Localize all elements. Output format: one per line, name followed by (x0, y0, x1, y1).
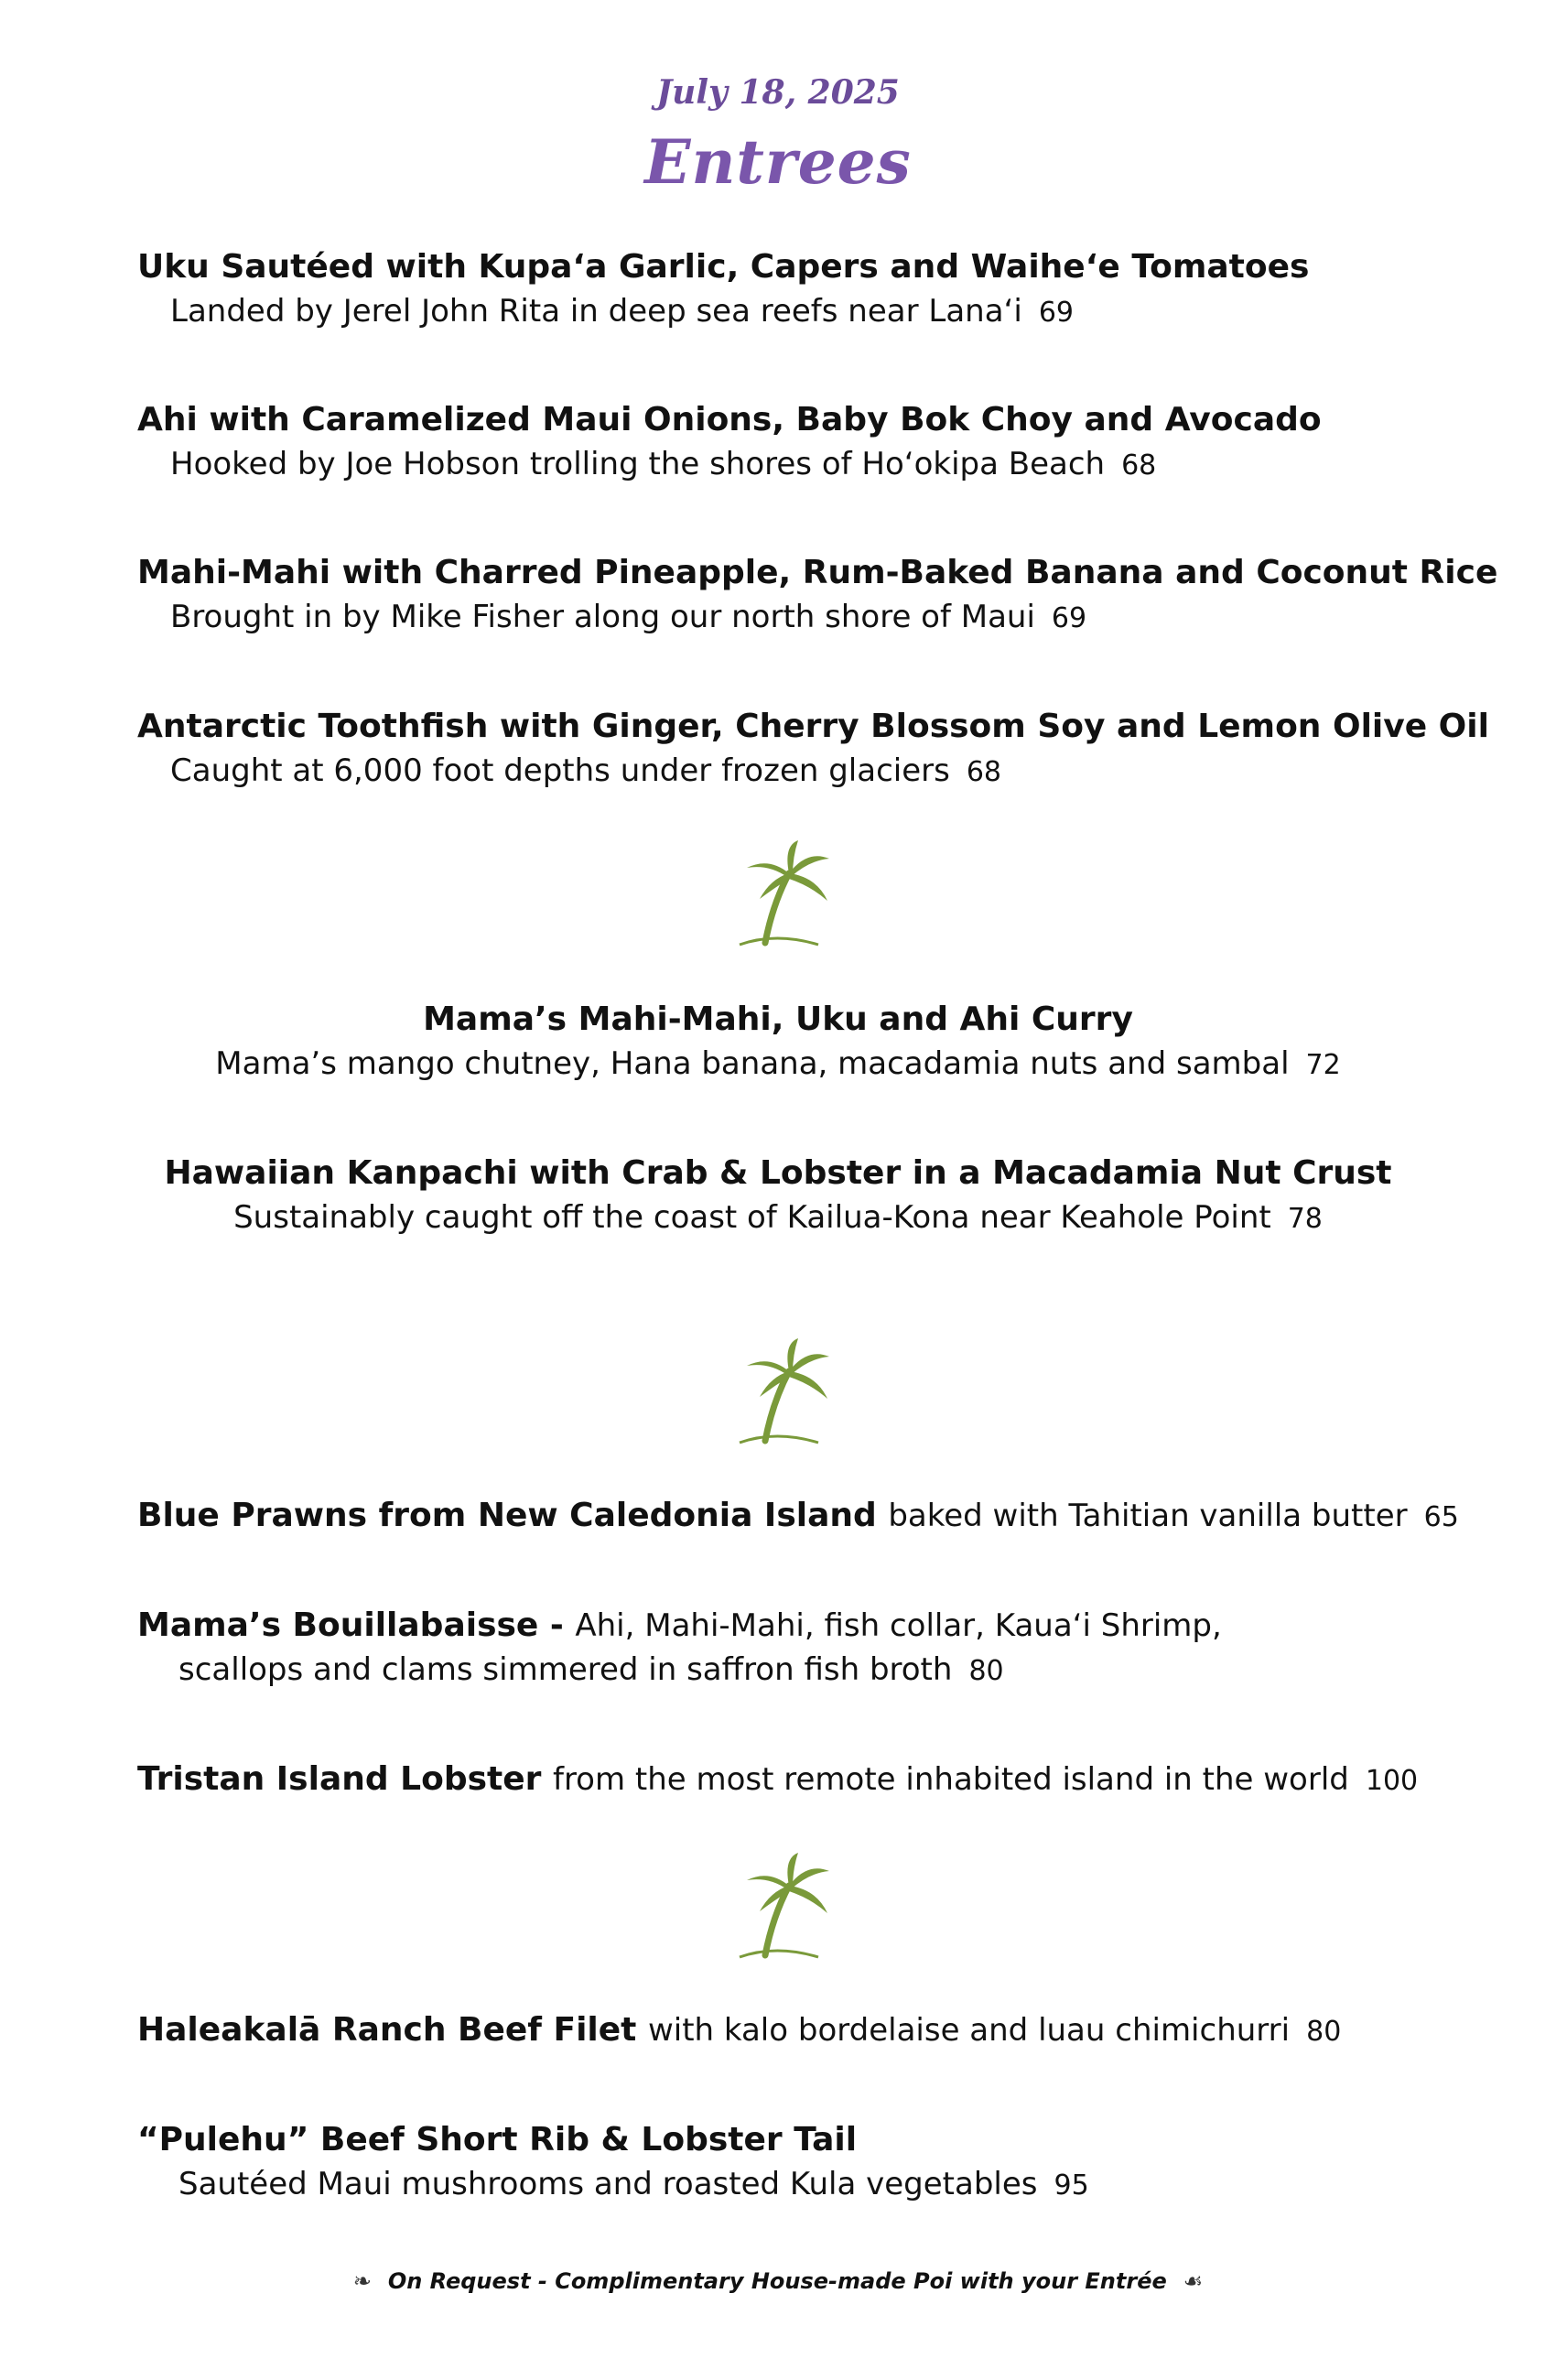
item-name-line: Tristan Island Lobster from the most remote inhabited island in the world 100 (137, 1760, 1419, 1798)
item-name: Ahi with Caramelized Maui Onions, Baby Bok Choy and Avocado (137, 401, 1322, 438)
menu-item (137, 2008, 1437, 2054)
item-price: 68 (966, 756, 1002, 788)
item-price: 72 (1305, 1049, 1341, 1081)
item-name-line: Blue Prawns from New Caledonia Island baked with Tahitian vanilla butter 65 (137, 1497, 1459, 1534)
item-name: “Pulehu” Beef Short Rib & Lobster Tail (137, 2121, 858, 2158)
menu-date: July 18, 2025 (656, 73, 900, 112)
item-description: Caught at 6,000 foot depths under frozen glaciers 68 (170, 752, 1002, 789)
menu-item (137, 245, 1437, 335)
item-description: Sautéed Maui mushrooms and roasted Kula vegetables 95 (178, 2166, 1089, 2202)
ornament-left-icon: ❧ (352, 2268, 372, 2294)
item-name-line: Haleakalā Ranch Beef Filet with kalo bordelaise and luau chimichurri 80 (137, 2011, 1342, 2049)
palm-tree-icon (732, 840, 833, 950)
menu-item (137, 1494, 1459, 1540)
item-name: Uku Sautéed with Kupa‘a Garlic, Capers and Waihe‘e Tomatoes (137, 248, 1310, 286)
item-price: 80 (1306, 2016, 1342, 2048)
item-description: Sustainably caught off the coast of Kailua-Kona near Keahole Point 78 (233, 1199, 1323, 1236)
palm-tree-icon (732, 1338, 833, 1448)
item-name: Mama’s Mahi-Mahi, Uku and Ahi Curry (423, 1001, 1133, 1038)
item-description: Landed by Jerel John Rita in deep sea reefs near Lana‘i 69 (170, 293, 1074, 330)
item-price: 78 (1287, 1203, 1323, 1235)
menu-item (137, 705, 1489, 795)
item-name: Antarctic Toothfish with Ginger, Cherry Blossom Soy and Lemon Olive Oil (137, 708, 1489, 745)
item-description: Mama’s mango chutney, Hana banana, macadamia nuts and sambal 72 (215, 1045, 1341, 1082)
menu-item (0, 998, 1556, 1087)
item-description: Brought in by Mike Fisher along our north shore of Maui 69 (170, 599, 1087, 635)
item-price: 65 (1423, 1501, 1459, 1533)
menu-item (137, 1604, 1437, 1693)
item-name: Hawaiian Kanpachi with Crab & Lobster in a Macadamia Nut Crust (164, 1154, 1392, 1192)
menu-item (0, 1152, 1556, 1241)
footer-note: ❧ On Request - Complimentary House-made Poi with your Entrée ☙ (352, 2268, 1204, 2294)
item-price: 68 (1121, 449, 1157, 481)
item-price: 80 (968, 1655, 1004, 1687)
item-price: 95 (1054, 2169, 1089, 2202)
menu-item (137, 1758, 1437, 1803)
item-description: from the most remote inhabited island in the world (552, 1761, 1349, 1798)
item-description: baked with Tahitian vanilla butter (888, 1498, 1408, 1534)
item-price: 69 (1051, 602, 1087, 634)
item-description: Ahi, Mahi-Mahi, fish collar, Kaua‘i Shrimp, (575, 1607, 1222, 1644)
item-description: Hooked by Joe Hobson trolling the shores of Ho‘okipa Beach 68 (170, 446, 1157, 482)
item-name: Mahi-Mahi with Charred Pineapple, Rum-Baked Banana and Coconut Rice (137, 554, 1498, 591)
menu-item (137, 2118, 1437, 2208)
palm-tree-icon (732, 1853, 833, 1963)
menu-item (137, 551, 1498, 641)
item-price: 100 (1365, 1765, 1419, 1797)
item-price: 69 (1038, 297, 1074, 329)
menu-title: Entrees (644, 126, 912, 198)
item-description-continued: scallops and clams simmered in saffron fish broth 80 (178, 1651, 1004, 1688)
item-description: with kalo bordelaise and luau chimichurri (647, 2012, 1291, 2049)
menu-item (137, 398, 1437, 488)
ornament-right-icon: ☙ (1183, 2268, 1204, 2294)
item-name-line: Mama’s Bouillabaisse - Ahi, Mahi-Mahi, fish collar, Kaua‘i Shrimp, (137, 1606, 1222, 1644)
